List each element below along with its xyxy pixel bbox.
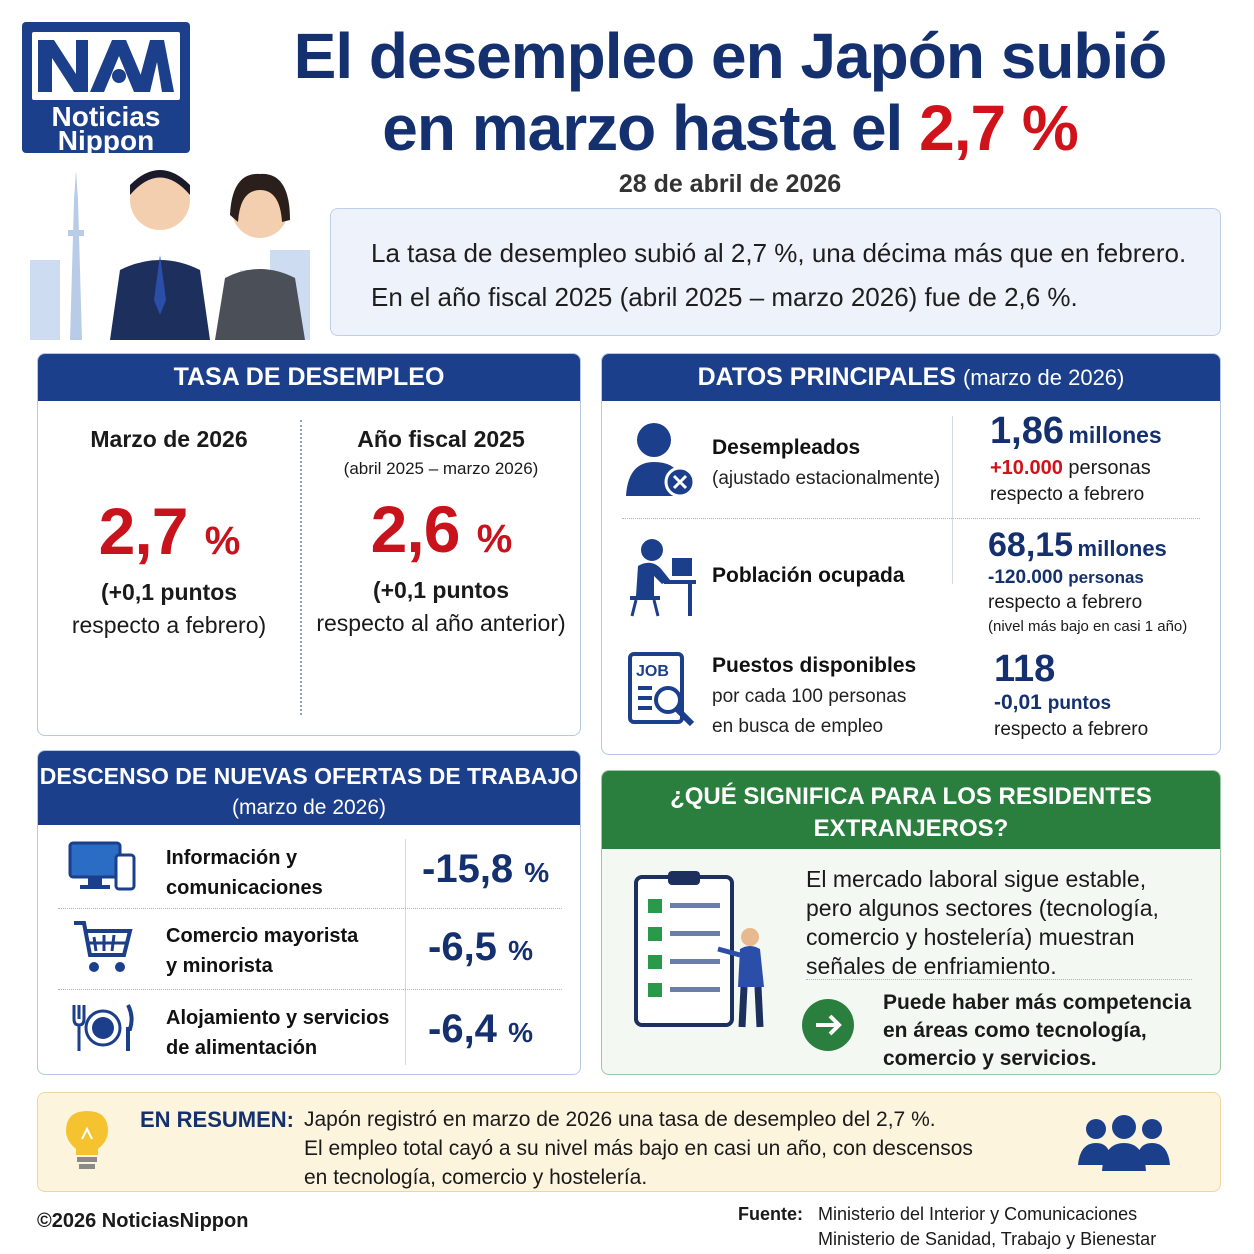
unemployed-change-unit: personas	[1068, 457, 1151, 479]
row-divider	[58, 989, 562, 990]
rate-fiscal-value	[302, 491, 580, 567]
panel-heading	[602, 771, 1220, 849]
row-divider	[58, 908, 562, 909]
rate-march-number: 2,7	[98, 494, 188, 568]
rate-march-note2: respecto a febrero)	[71, 612, 267, 638]
offers-commerce-value	[428, 925, 533, 970]
jobs-sublabel1: por cada 100 personas	[712, 686, 907, 707]
rate-fiscal-label: Año fiscal 2025	[357, 426, 525, 452]
foreign-text-line1: El mercado laboral sigue estable,	[806, 866, 1147, 892]
unemployed-person-icon	[624, 420, 696, 500]
employed-label: Población ocupada	[712, 564, 905, 587]
offers-commerce-number: -6,5	[428, 925, 497, 969]
title-line2	[230, 92, 1230, 164]
publish-date: 28 de abril de 2026	[618, 170, 842, 198]
employed-change-line	[988, 567, 1187, 589]
logo-line2: Nippon	[57, 125, 155, 156]
shopping-cart-icon	[72, 919, 134, 975]
source-line1: Ministerio del Interior y Comunicaciones	[818, 1204, 1138, 1224]
offers-hospitality-label2: de alimentación	[166, 1037, 318, 1059]
jobs-value: 118	[994, 648, 1056, 690]
summary-line3: en tecnología, comercio y hostelería.	[304, 1166, 648, 1189]
foreign-text-line2: pero algunos sectores (tecnología,	[806, 895, 1159, 921]
unemployed-change: +10.000	[990, 457, 1063, 479]
rate-fiscal-sublabel: (abril 2025 – marzo 2026)	[343, 459, 539, 478]
offers-hospitality-unit: %	[508, 1017, 533, 1048]
offers-commerce-label	[166, 921, 358, 981]
panel-heading	[38, 751, 580, 825]
job-search-icon	[628, 652, 698, 728]
panel-heading: TASA DE DESEMPLEO	[38, 354, 580, 401]
unemployed-label-group	[712, 436, 940, 490]
offers-hospitality-label1: Alojamiento y servicios	[166, 1007, 390, 1029]
worried-workers-illustration	[10, 160, 330, 340]
offers-commerce-label1: Comercio mayorista	[166, 925, 359, 947]
logo-line1: Noticias	[51, 101, 161, 132]
foreign-heading-line2: EXTRANJEROS?	[813, 815, 1009, 842]
employed-change: -120.000	[988, 567, 1064, 588]
rate-march-value	[38, 493, 300, 569]
foreign-text-line3: comercio y hostelería) muestran	[806, 924, 1135, 950]
offers-heading-line2: (marzo de 2026)	[231, 796, 387, 819]
intro-box	[330, 208, 1221, 336]
employed-unit: millones	[1077, 536, 1167, 561]
employed-extra: (nivel más bajo en casi 1 año)	[988, 618, 1188, 635]
employed-value-line	[988, 526, 1187, 565]
summary-line2: El empleo total cayó a su nivel más bajo en casi un año, con descensos	[304, 1137, 973, 1160]
summary-label: EN RESUMEN:	[140, 1107, 295, 1132]
checklist-presenter-icon	[632, 869, 778, 1031]
arrow-right-icon	[800, 997, 856, 1053]
unemployed-unit: millones	[1068, 422, 1162, 448]
logo-mark-icon	[32, 32, 180, 100]
intro-line1: La tasa de desempleo subió al 2,7 %, una décima más que en febrero.	[371, 238, 1187, 268]
foreign-residents-panel	[601, 770, 1221, 1075]
jobs-change: -0,01	[994, 691, 1042, 714]
title-line2-prefix: en marzo hasta el	[382, 92, 903, 164]
unemployed-sublabel: (ajustado estacionalmente)	[712, 468, 941, 489]
foreign-bullet	[883, 989, 1191, 1073]
page-title	[230, 20, 1230, 164]
worker-desk-icon	[626, 536, 698, 618]
offers-ict-value	[422, 847, 549, 892]
title-line1: El desempleo en Japón subió	[293, 20, 1167, 92]
source-block	[738, 1202, 1156, 1252]
title-highlight: 2,7 %	[919, 92, 1078, 164]
plate-cutlery-icon	[70, 1003, 136, 1053]
jobs-change-unit: puntos	[1047, 693, 1112, 714]
offers-commerce-unit: %	[508, 935, 533, 966]
jobs-label: Puestos disponibles	[712, 654, 917, 677]
offers-heading-line1: DESCENSO DE NUEVAS OFERTAS DE TRABAJO	[39, 763, 579, 789]
offers-ict-label2: comunicaciones	[166, 877, 323, 899]
summary-line1: Japón registró en marzo de 2026 una tasa de desempleo del 2,7 %.	[304, 1108, 936, 1131]
row-divider	[806, 979, 1192, 980]
panel-heading	[602, 354, 1220, 401]
people-group-icon	[1078, 1115, 1170, 1173]
unemployed-label: Desempleados	[712, 436, 861, 459]
employed-values	[988, 526, 1187, 635]
rate-fiscal-number: 2,6	[370, 492, 460, 566]
rate-fiscal-note1: (+0,1 puntos	[372, 577, 510, 603]
column-divider	[405, 839, 406, 1065]
intro-line2: En el año fiscal 2025 (abril 2025 – marzo 2026) fue de 2,6 %.	[371, 282, 1078, 312]
employed-change-unit: personas	[1068, 568, 1144, 587]
employed-value: 68,15	[988, 526, 1074, 564]
offers-ict-unit: %	[524, 857, 550, 888]
summary-box	[37, 1092, 1221, 1192]
foreign-bullet-line3: comercio y servicios.	[883, 1047, 1097, 1070]
unemployed-note: respecto a febrero	[990, 484, 1145, 505]
source-label: Fuente:	[738, 1204, 803, 1224]
foreign-bullet-line2: en áreas como tecnología,	[883, 1019, 1147, 1042]
employed-note: respecto a febrero	[988, 592, 1143, 613]
lightbulb-icon	[64, 1109, 110, 1171]
unemployed-values	[990, 410, 1162, 506]
job-offers-decline-panel	[37, 750, 581, 1075]
unemployed-value: 1,86	[990, 410, 1064, 452]
rate-fiscal-column	[302, 426, 580, 637]
jobs-label-group	[712, 654, 916, 738]
jobs-change-line	[994, 691, 1148, 715]
foreign-text	[806, 865, 1159, 981]
offers-hospitality-number: -6,4	[428, 1007, 497, 1051]
source-line2: Ministerio de Sanidad, Trabajo y Bienestar	[818, 1229, 1157, 1249]
rate-fiscal-unit: %	[476, 517, 512, 561]
rate-march-label: Marzo de 2026	[90, 426, 248, 452]
main-data-heading-suffix: (marzo de 2026)	[962, 365, 1125, 390]
row-divider	[622, 518, 1200, 519]
rate-march-column	[38, 426, 300, 639]
unemployed-value-line	[990, 410, 1162, 453]
main-data-heading: DATOS PRINCIPALES	[697, 363, 956, 391]
offers-ict-label	[166, 843, 323, 903]
rate-fiscal-note2: respecto al año anterior)	[316, 610, 566, 636]
foreign-bullet-line1: Puede haber más competencia	[883, 991, 1192, 1014]
employed-label-group	[712, 564, 905, 588]
foreign-heading-line1: ¿QUÉ SIGNIFICA PARA LOS RESIDENTES	[670, 783, 1152, 810]
foreign-text-line4: señales de enfriamiento.	[806, 953, 1057, 979]
jobs-note: respecto a febrero	[994, 719, 1149, 740]
offers-ict-number: -15,8	[422, 847, 514, 891]
computer-icon	[68, 841, 138, 895]
summary-text	[304, 1105, 973, 1192]
rate-march-unit: %	[204, 519, 240, 563]
offers-hospitality-value	[428, 1007, 533, 1052]
rate-march-note1: (+0,1 puntos	[100, 579, 238, 605]
jobs-sublabel2: en busca de empleo	[712, 716, 884, 737]
offers-hospitality-label	[166, 1003, 389, 1063]
unemployment-rate-panel	[37, 353, 581, 736]
unemployed-change-line	[990, 457, 1162, 480]
copyright: ©2026 NoticiasNippon	[37, 1210, 249, 1232]
jobs-values	[994, 648, 1148, 741]
offers-ict-label1: Información y	[166, 847, 298, 869]
column-divider	[952, 416, 953, 584]
offers-commerce-label2: y minorista	[166, 955, 273, 977]
svg-text:JOB: JOB	[636, 663, 669, 680]
main-data-panel	[601, 353, 1221, 755]
brand-logo	[22, 22, 190, 156]
